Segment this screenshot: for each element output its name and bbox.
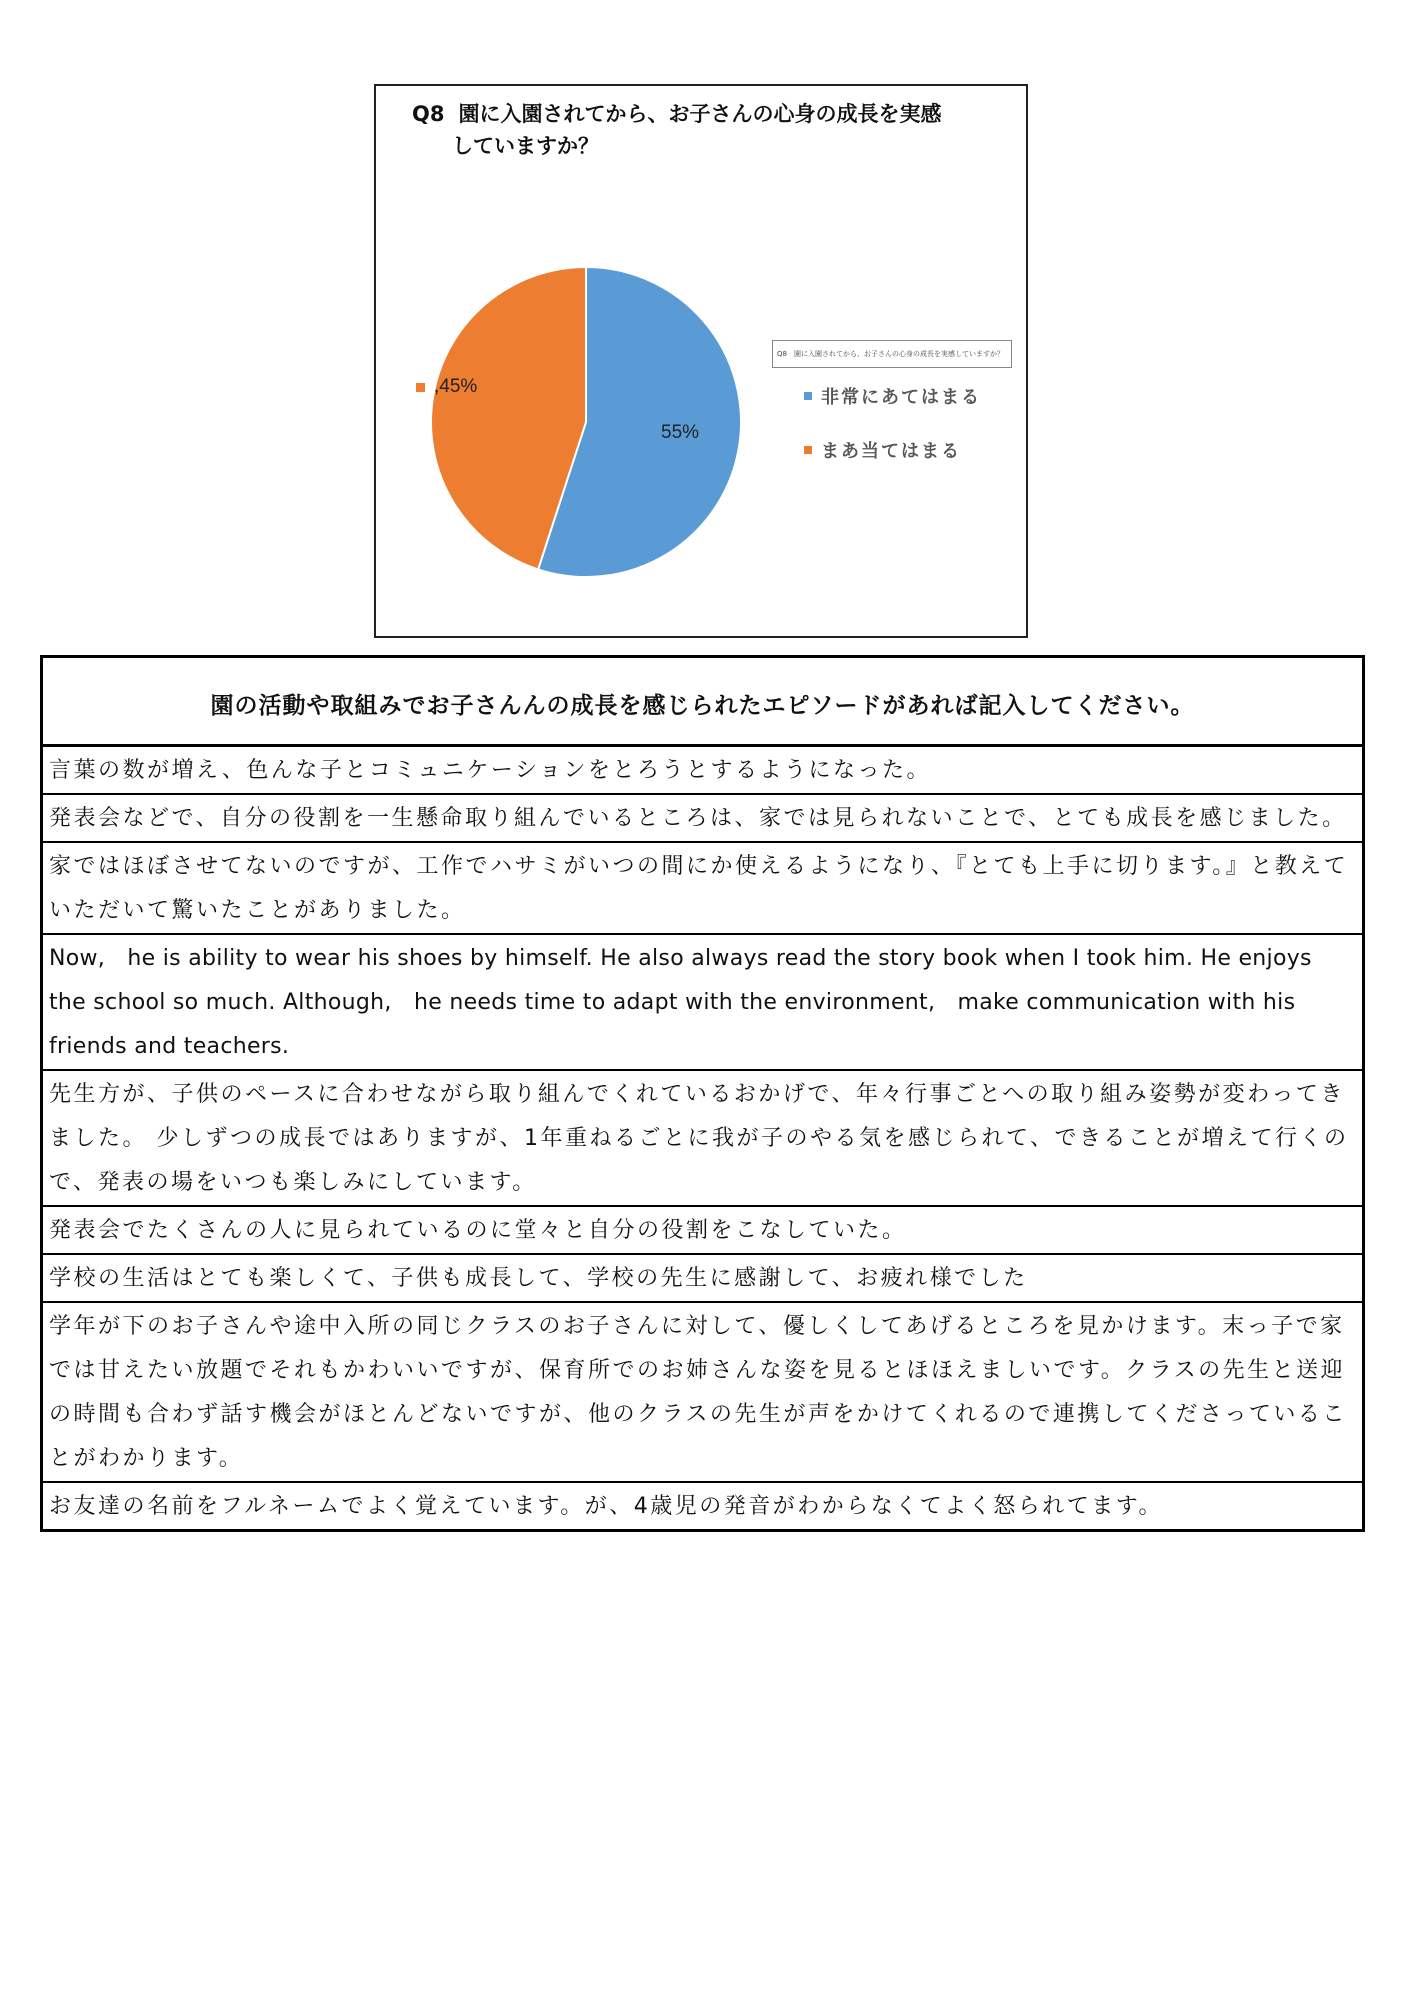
episode-row: 発表会などで、自分の役割を一生懸命取り組んでいるところは、家では見られないことで、とても成長を感じました。: [43, 795, 1362, 843]
episode-row: Now, he is ability to wear his shoes by himself. He also always read the story book when I took him. He enjoys the school so much. Although, he needs time to adapt with the environment, make communication with his friends and teachers.: [43, 935, 1362, 1071]
data-label-swatch: [416, 383, 425, 392]
episode-row: 家ではほぼさせてないのですが、工作でハサミがいつの間にか使えるようになり、『とても上手に切ります。』と教えていただいて驚いたことがありました。: [43, 843, 1362, 935]
episode-row: 言葉の数が増え、色んな子とコミュニケーションをとろうとするようになった。: [43, 747, 1362, 795]
legend-item-somewhat-applicable: [804, 438, 1012, 462]
pie-chart-panel: [374, 84, 1028, 638]
legend-label-somewhat-applicable: まあ当てはまる: [821, 441, 961, 462]
episodes-header: 園の活動や取組みでお子さんんの成長を感じられたエピソードがあれば記入してください。: [43, 658, 1362, 747]
episode-row: お友達の名前をフルネームでよく覚えています。が、4歳児の発音がわからなくてよく怒られてます。: [49, 1494, 1163, 1519]
legend-swatch-blue: [804, 392, 812, 400]
legend-item-very-applicable: [804, 384, 1012, 408]
chart-legend: [772, 340, 1012, 462]
episode-row: 先生方が、子供のペースに合わせながら取り組んでくれているおかげで、年々行事ごとへの取り組み姿勢が変わってきました。 少しずつの成長ではありますが、1年重ねるごとに我が子のやる気を感じられて、できることが増えて行くので、発表の場をいつも楽しみにしています。: [43, 1071, 1362, 1207]
legend-title: Q8 園に入園されてから、お子さんの心身の成長を実感していますか？: [772, 340, 1012, 368]
episode-row: 学年が下のお子さんや途中入所の同じクラスのお子さんに対して、優しくしてあげるところを見かけます。末っ子で家では甘えたい放題でそれもかわいいですが、保育所でのお姉さんな姿を見るとほほえましいです。クラスの先生と送迎の時間も合わず話す機会がほとんどないですが、他のクラスの先生が声をかけてくれるので連携してくださっていることがわかります。: [43, 1303, 1362, 1483]
legend-swatch-orange: [804, 446, 812, 454]
episode-row: 学校の生活はとても楽しくて、子供も成長して、学校の先生に感謝して、お疲れ様でした: [43, 1255, 1362, 1303]
data-label-very-applicable: 55%: [661, 422, 700, 443]
episode-row: 発表会でたくさんの人に見られているのに堂々と自分の役割をこなしていた。: [43, 1207, 1362, 1255]
legend-label-very-applicable: 非常にあてはまる: [821, 387, 981, 408]
episodes-table: [40, 655, 1365, 1532]
chart-title-line2: していますか？: [452, 134, 599, 158]
chart-title-line1: 園に入園されてから、お子さんの心身の成長を実感: [458, 102, 942, 126]
data-label-somewhat-applicable: ,45%: [434, 376, 478, 397]
chart-title-number: Q8: [412, 102, 445, 126]
